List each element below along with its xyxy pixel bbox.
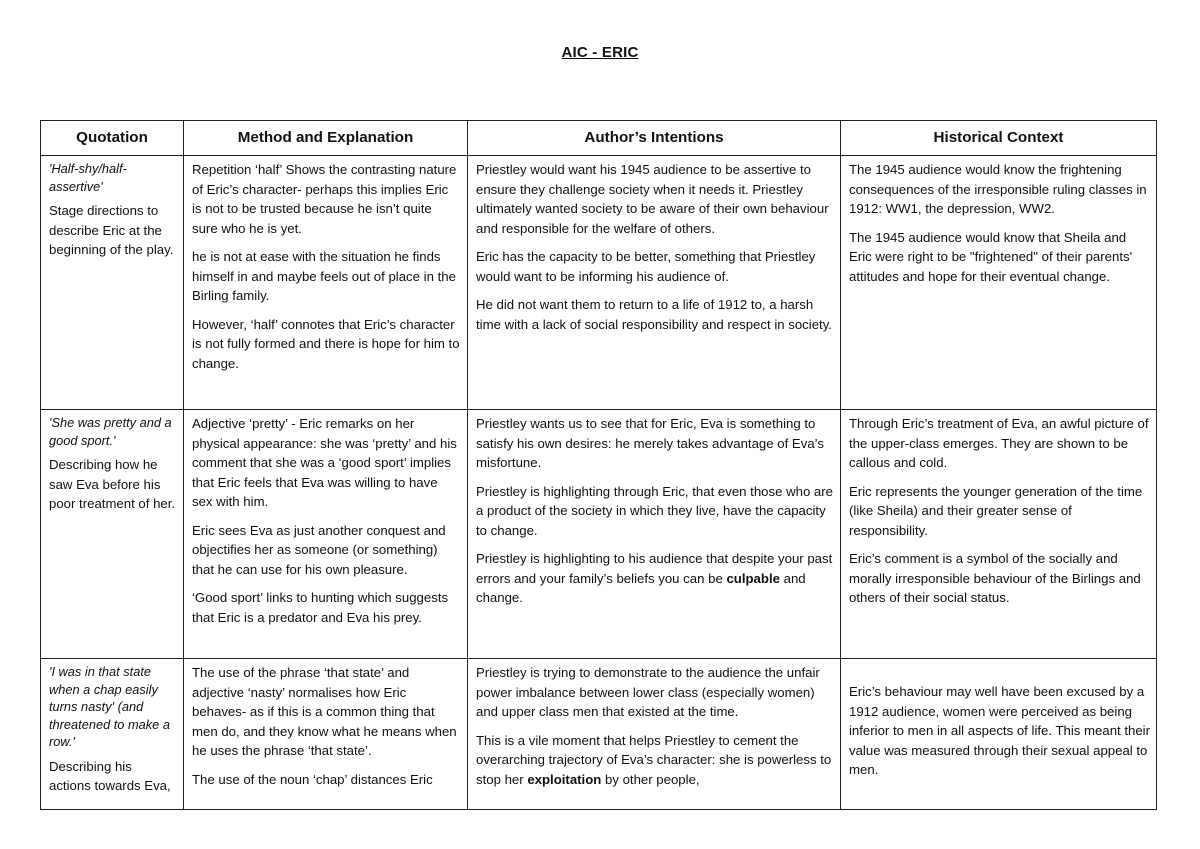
intentions-paragraph: Eric has the capacity to be better, something that Priestley would want to be informing his audience of. <box>476 249 816 284</box>
quotation-cell <box>41 156 184 410</box>
context-paragraph: Through Eric’s treatment of Eva, an awful picture of the upper-class emerges. They are shown to be callous and cold. <box>849 416 1149 470</box>
context-paragraph: Eric represents the younger generation of the time (like Sheila) and their greater sense of responsibility. <box>849 483 1143 538</box>
method-paragraph: However, ‘half’ connotes that Eric’s character is not fully formed and there is hope for him to change. <box>192 316 460 371</box>
intentions-text: Priestley is highlighting to his audience that despite your past errors and your family’s beliefs you can be <box>476 551 833 586</box>
quotation-text: 'Half-shy/half-assertive' <box>49 161 127 194</box>
quotation-note: Stage directions to describe Eric at the beginning of the play. <box>49 203 174 257</box>
context-paragraph: The 1945 audience would know the frightening consequences of the irresponsible ruling classes in 1912: WW1, the depression, WW2. <box>849 162 1147 216</box>
context-cell <box>841 410 1157 659</box>
header-intentions: Author’s Intentions <box>468 121 841 156</box>
quotation-note: Describing his actions towards Eva, <box>49 758 171 793</box>
method-paragraph: ‘Good sport’ links to hunting which suggests that Eric is a predator and Eva his prey. <box>192 590 449 625</box>
method-paragraph: Eric sees Eva as just another conquest and objectifies her as someone (or something) that he can use for his own pleasure. <box>192 522 446 577</box>
intentions-paragraph: Priestley would want his 1945 audience to be assertive to ensure they challenge society when it needs it. Priestley ultimately wanted society to be aware of their own behaviour and responsible for the welfare of others. <box>476 162 829 236</box>
header-context: Historical Context <box>841 121 1157 156</box>
method-paragraph: The use of the noun ‘chap’ distances Eric <box>192 771 433 787</box>
intentions-paragraph: He did not want them to return to a life of 1912 to, a harsh time with a lack of social responsibility and respect in society. <box>476 297 832 332</box>
intentions-paragraph <box>476 549 834 608</box>
table-header-row <box>41 121 1157 156</box>
method-paragraph: Adjective ‘pretty’ - Eric remarks on her physical appearance: she was ‘pretty’ and his comment that she was a ‘good sport’ implies that Eric feels that Eva was willing to have sex with him. <box>192 416 457 509</box>
keyword-bold: culpable <box>726 570 780 586</box>
quotation-cell <box>41 410 184 659</box>
quotation-cell <box>41 659 184 810</box>
keyword-bold: exploitation <box>527 771 602 787</box>
intentions-cell <box>468 410 841 659</box>
quotation-text: 'She was pretty and a good sport.' <box>49 415 172 448</box>
method-cell <box>184 410 468 659</box>
intentions-tail: and change. <box>476 570 806 605</box>
method-paragraph: The use of the phrase ‘that state’ and adjective ‘nasty’ normalises how Eric behaves- as if this is a common thing that men do, and they know what he means when he uses the phrase ‘that state’. <box>192 665 457 758</box>
table-row <box>41 156 1157 410</box>
table-row <box>41 410 1157 659</box>
table-row <box>41 659 1157 810</box>
method-paragraph: Repetition ‘half’ Shows the contrasting nature of Eric’s character- perhaps this implies Eric is not to be trusted because he isn’t quite sure who he is yet. <box>192 162 457 236</box>
context-paragraph: Eric’s comment is a symbol of the socially and morally irresponsible behaviour of the Birlings and others of their social status. <box>849 551 1141 605</box>
quotation-text: 'I was in that state when a chap easily turns nasty' (and threatened to make a row.' <box>49 664 170 749</box>
intentions-text: This is a vile moment that helps Priestley to cement the overarching trajectory of Eva’s character: she is powerless to stop her <box>476 732 832 787</box>
intentions-paragraph: Priestley wants us to see that for Eric, Eva is something to satisfy his own desires: he merely takes advantage of Eva’s misfortune. <box>476 416 824 470</box>
intentions-paragraph: Priestley is highlighting through Eric, that even those who are a product of the society in which they live, have the capacity to change. <box>476 483 833 538</box>
context-paragraph: Eric’s behaviour may well have been excused by a 1912 audience, women were perceived as being inferior to men in all aspects of life. This meant their value was measured through their sexual appeal to men. <box>849 684 1151 777</box>
header-method: Method and Explanation <box>184 121 468 156</box>
quotation-note: Describing how he saw Eva before his poor treatment of her. <box>49 457 176 511</box>
analysis-table <box>40 120 1157 810</box>
intentions-tail: by other people, <box>601 771 700 787</box>
method-cell <box>184 156 468 410</box>
method-paragraph: he is not at ease with the situation he finds himself in and maybe feels out of place in the Birling family. <box>192 249 456 303</box>
intentions-paragraph <box>476 731 834 790</box>
header-quotation: Quotation <box>41 121 184 156</box>
context-cell <box>841 156 1157 410</box>
context-paragraph: The 1945 audience would know that Sheila and Eric were right to be "frightened" of their parents' attitudes and hope for their eventual change. <box>849 229 1133 284</box>
intentions-cell <box>468 659 841 810</box>
context-cell <box>841 659 1157 810</box>
method-cell <box>184 659 468 810</box>
intentions-paragraph: Priestley is trying to demonstrate to the audience the unfair power imbalance between lower class (especially women) and upper class men that existed at the time. <box>476 665 820 719</box>
document-title: AIC - ERIC <box>561 44 639 61</box>
intentions-cell <box>468 156 841 410</box>
